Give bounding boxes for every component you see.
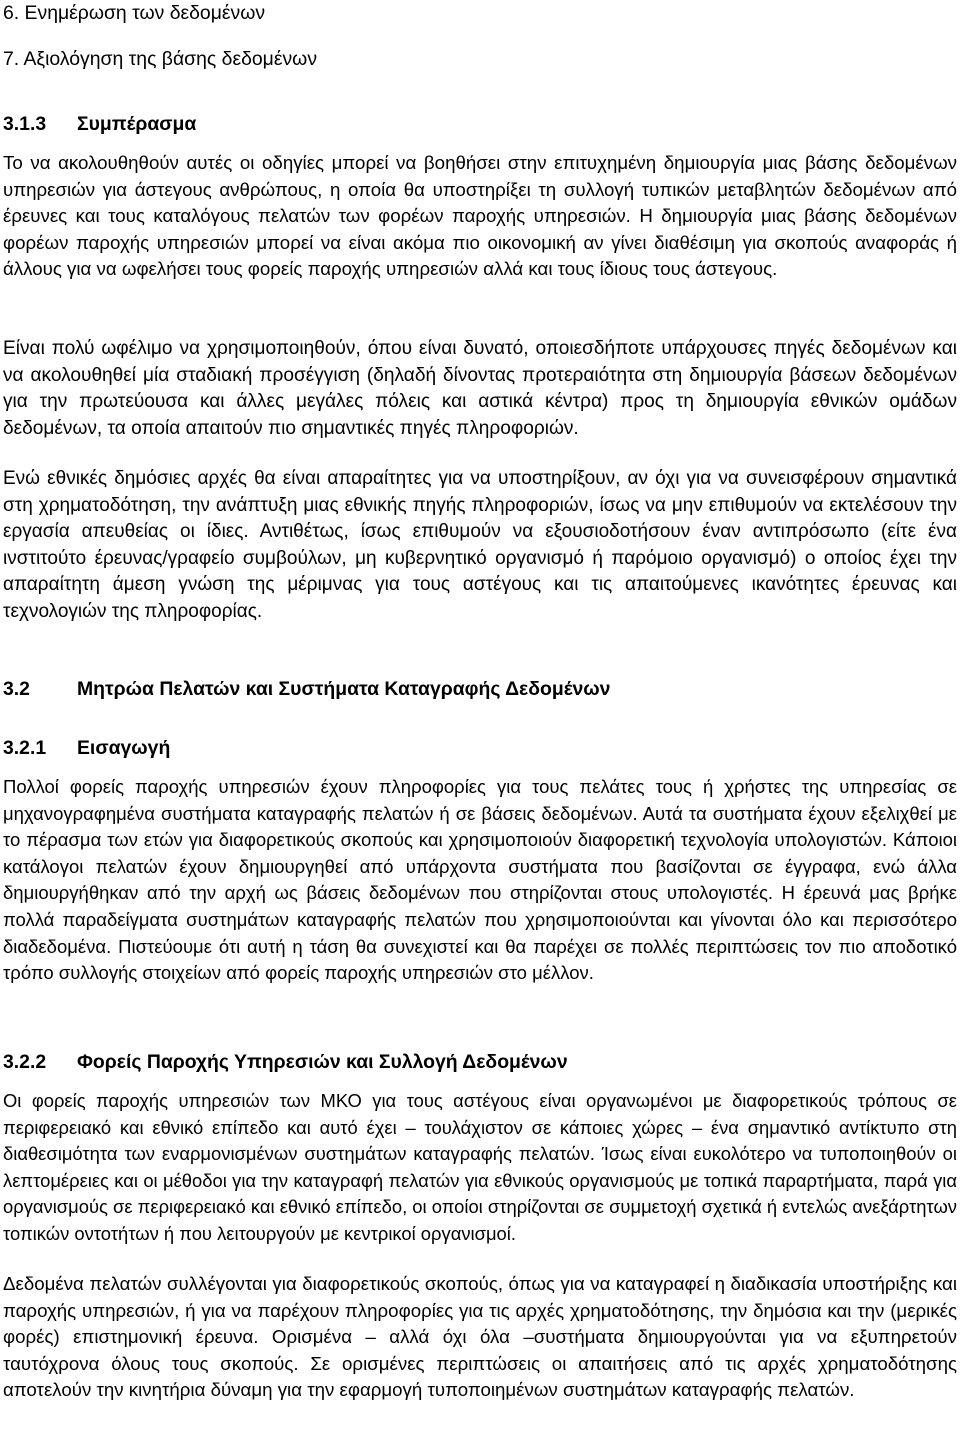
section-title: Συμπέρασμα (77, 113, 197, 135)
paragraph-introduction: Πολλοί φορείς παροχής υπηρεσιών έχουν πληροφορίες για τους πελάτες τους ή χρήστες της υπηρεσίας σε μηχανογραφημένα συστήματα καταγραφής πελατών ή σε βάσεις δεδομένων. Αυτά τα συστήματα έχουν εξελιχθεί με το πέρασμα των ετών για διαφορετικούς σκοπούς και χρησιμοποιούν διαφορετική τεχνολογία υπολογιστών. Κάποιοι κατάλογοι πελατών έχουν δημιουργηθεί από υπάρχοντα συστήματα που βασίζονται σε έγγραφα, ενώ άλλα δημιουργήθηκαν από την αρχή ως βάσεις δεδομένων που στηρίζονται στους υπολογιστές. Η έρευνά μας βρήκε πολλά παραδείγματα συστημάτων καταγραφής πελατών που χρησιμοποιούνται και γίνονται όλο και περισσότερο διαδεδομένα. Πιστεύουμε ότι αυτή η τάση θα συνεχιστεί και θα παρέχει σε πολλές περιπτώσεις τον πιο αποδοτικό τρόπο συλλογής στοιχείων από φορείς παροχής υπηρεσιών στο μέλλον. (3, 776, 957, 984)
section-3-2-2-heading (3, 1049, 568, 1075)
section-number: 3.2.1 (3, 737, 47, 759)
section-3-1-3-heading (3, 111, 196, 137)
toc-item-7: 7. Αξιολόγηση της βάσης δεδομένων (3, 48, 318, 70)
section-title: Εισαγωγή (77, 737, 171, 759)
paragraph-conclusion-1: Το να ακολουθηθούν αυτές οι οδηγίες μπορεί να βοηθήσει στην επιτυχημένη δημιουργία μιας βάσης δεδομένων υπηρεσιών για άστεγους ανθρώπους, η οποία θα υποστηρίξει τη συλλογή τυπικών μεταβλητών δεδομένων από έρευνες και τους καταλόγους πελατών των φορέων παροχής υπηρεσιών. Η δημιουργία μιας βάσης δεδομένων φορέων παροχής υπηρεσιών μπορεί να είναι ακόμα πιο οικονομική αν γίνει διαθέσιμη για σκοπούς αναφοράς ή άλλους για να ωφελήσει τους φορείς παροχής υπηρεσιών αλλά και τους ίδιους τους άστεγους. (3, 152, 957, 280)
paragraph-conclusion-3: Ενώ εθνικές δημόσιες αρχές θα είναι απαραίτητες για να υποστηρίξουν, αν όχι για να συνεισφέρουν σημαντικά στη χρηματοδότηση, την ανάπτυξη μιας εθνικής πηγής πληροφοριών, ίσως να μην επιθυμούν να εκτελέσουν την εργασία απευθείας οι ίδιες. Αντιθέτως, ίσως επιθυμούν να εξουσιοδοτήσουν έναν αντιπρόσωπο (είτε ένα ινστιτούτο έρευνας/γραφείο συμβούλων, μη κυβερνητικό οργανισμό ή παρόμοιο οργανισμό) ο οποίος έχει την απαραίτητη άμεση γνώση της μέριμνας για τους αστέγους και τις απαιτούμενες ικανότητες έρευνας και τεχνολογιών της πληροφορίας. (3, 468, 957, 622)
section-number: 3.2.2 (3, 1051, 47, 1073)
section-number: 3.1.3 (3, 113, 47, 135)
section-title: Μητρώα Πελατών και Συστήματα Καταγραφής Δεδομένων (77, 678, 611, 700)
paragraph-conclusion-2: Είναι πολύ ωφέλιμο να χρησιμοποιηθούν, όπου είναι δυνατό, οποιεσδήποτε υπάρχουσες πηγές δεδομένων και να ακολουθηθεί μία σταδιακή προσέγγιση (δηλαδή δίνοντας προτεραιότητα στη δημιουργία βάσεων δεδομένων για την πρωτεύουσα και άλλες μεγάλες πόλεις και αστικά κέντρα) προς τη δημιουργία εθνικών ομάδων δεδομένων, τα οποία απαιτούν πιο σημαντικές πηγές πληροφοριών. (3, 338, 957, 439)
section-3-2-heading (3, 676, 610, 702)
paragraph-providers-1: Οι φορείς παροχής υπηρεσιών των ΜΚΟ για τους αστέγους είναι οργανωμένοι με διαφορετικούς τρόπους σε περιφερειακό και εθνικό επίπεδο και αυτό έχει – τουλάχιστον σε κάποιες χώρες – ένα σημαντικό αντίκτυπο στη διαθεσιμότητα των εναρμονισμένων συστημάτων καταγραφής πελατών. Ίσως είναι ευκολότερο να τυποποιηθούν οι λεπτομέρειες και οι μέθοδοι για την καταγραφή πελατών για εθνικούς οργανισμούς με τοπικά παραρτήματα, παρά για οργανισμούς σε περιφερειακό και εθνικό επίπεδο, οι οποίοι στηρίζονται σε συμμετοχή σχετικά ή εντελώς ανεξάρτητων τοπικών οντοτήτων ή που λειτουργούν με κεντρικοί οργανισμοί. (3, 1090, 957, 1244)
section-title: Φορείς Παροχής Υπηρεσιών και Συλλογή Δεδομένων (77, 1051, 568, 1073)
section-3-2-1-heading (3, 735, 170, 761)
paragraph-providers-2: Δεδομένα πελατών συλλέγονται για διαφορετικούς σκοπούς, όπως για να καταγραφεί η διαδικασία υποστήριξης και παροχής υπηρεσιών, ή για να παρέχουν πληροφορίες για τις αρχές χρηματοδότησης, την δημόσια και την (μερικές φορές) επιστημονική έρευνα. Ορισμένα – αλλά όχι όλα –συστήματα δημιουργούνται για να εξυπηρετούν ταυτόχρονα όλους τους σκοπούς. Σε ορισμένες περιπτώσεις οι απαιτήσεις από τις αρχές χρηματοδότησης αποτελούν την κινητήρια δύναμη για την εφαρμογή τυποποιημένων συστημάτων καταγραφής πελατών. (3, 1273, 957, 1401)
toc-item-6: 6. Ενημέρωση των δεδομένων (3, 2, 266, 24)
section-number: 3.2 (3, 678, 30, 700)
